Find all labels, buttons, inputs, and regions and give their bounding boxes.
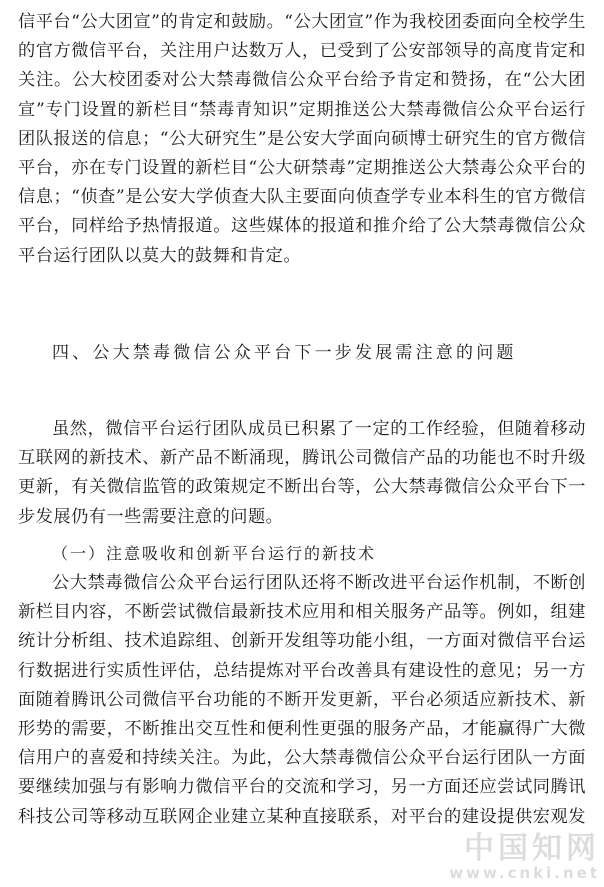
subsection-heading-text: （一）注意吸收和创新平台运行的新技术: [52, 544, 377, 563]
paragraph-text: 公大禁毒微信公众平台运行团队还将不断改进平台运作机制，不断创新栏目内容，不断尝试微信最新技术应用和相关服务产品等。例如，组建统计分析组、技术追踪组、创新开发组等功能小组，一方面对微信平台运行数据进行实质性评估，总结提炼对平台改善具有建设性的意见；另一方面随着腾讯公司微信平台功能的不断开发更新，平台必须适应新技术、新形势的需要，不断推出交互性和便利性更强的服务产品，才能赢得广大微信用户的喜爱和持续关注。为此，公大禁毒微信公众平台运行团队一方面要继续加强与有影响力微信平台的交流和学习，另一方面还应尝试同腾讯科技公司等移动互联网企业建立某种直接联系，对平台的建设提供宏观发: [18, 573, 586, 827]
watermark-text: 中国知网: [464, 831, 600, 866]
paragraph-text: 虽然，微信平台运行团队成员已积累了一定的工作经验，但随着移动互联网的新技术、新产品不断涌现，腾讯公司微信产品的功能也不时升级更新，有关微信监管的政策规定不断出台等，公大禁毒微信公众平台下一步发展仍有一些需要注意的问题。: [18, 419, 586, 527]
subsection-heading-1: [0, 539, 604, 568]
paragraph-endorsement: [0, 8, 604, 271]
paragraph-intro: [0, 415, 604, 532]
section-heading-text: 四、公大禁毒微信公众平台下一步发展需注意的问题: [52, 343, 517, 363]
paragraph-text: 信平台“公大团宣”的肯定和鼓励。“公大团宣”作为我校团委面向全校学生的官方微信平台，关注用户达数万人，已受到了公安部领导的高度肯定和关注。公大校团委对公大禁毒微信公众平台给予肯定和赞扬，在“公大团宣”专门设置的新栏目“禁毒青知识”定期推送公大禁毒微信公众平台运行团队报送的信息；“公大研究生”是公安大学面向硕博士研究生的官方微信平台，亦在专门设置的新栏目“公大研禁毒”定期推送公大禁毒公众平台的信息；“侦查”是公安大学侦查大队主要面向侦查学专业本科生的官方微信平台，同样给予热情报道。这些媒体的报道和推介给了公大禁毒微信公众平台运行团队以莫大的鼓舞和肯定。: [18, 12, 586, 266]
cnki-watermark: [304, 833, 600, 881]
section-heading-4: [0, 338, 604, 369]
paragraph-technology: [0, 569, 604, 832]
watermark-url: www.cnki.net: [449, 864, 600, 882]
